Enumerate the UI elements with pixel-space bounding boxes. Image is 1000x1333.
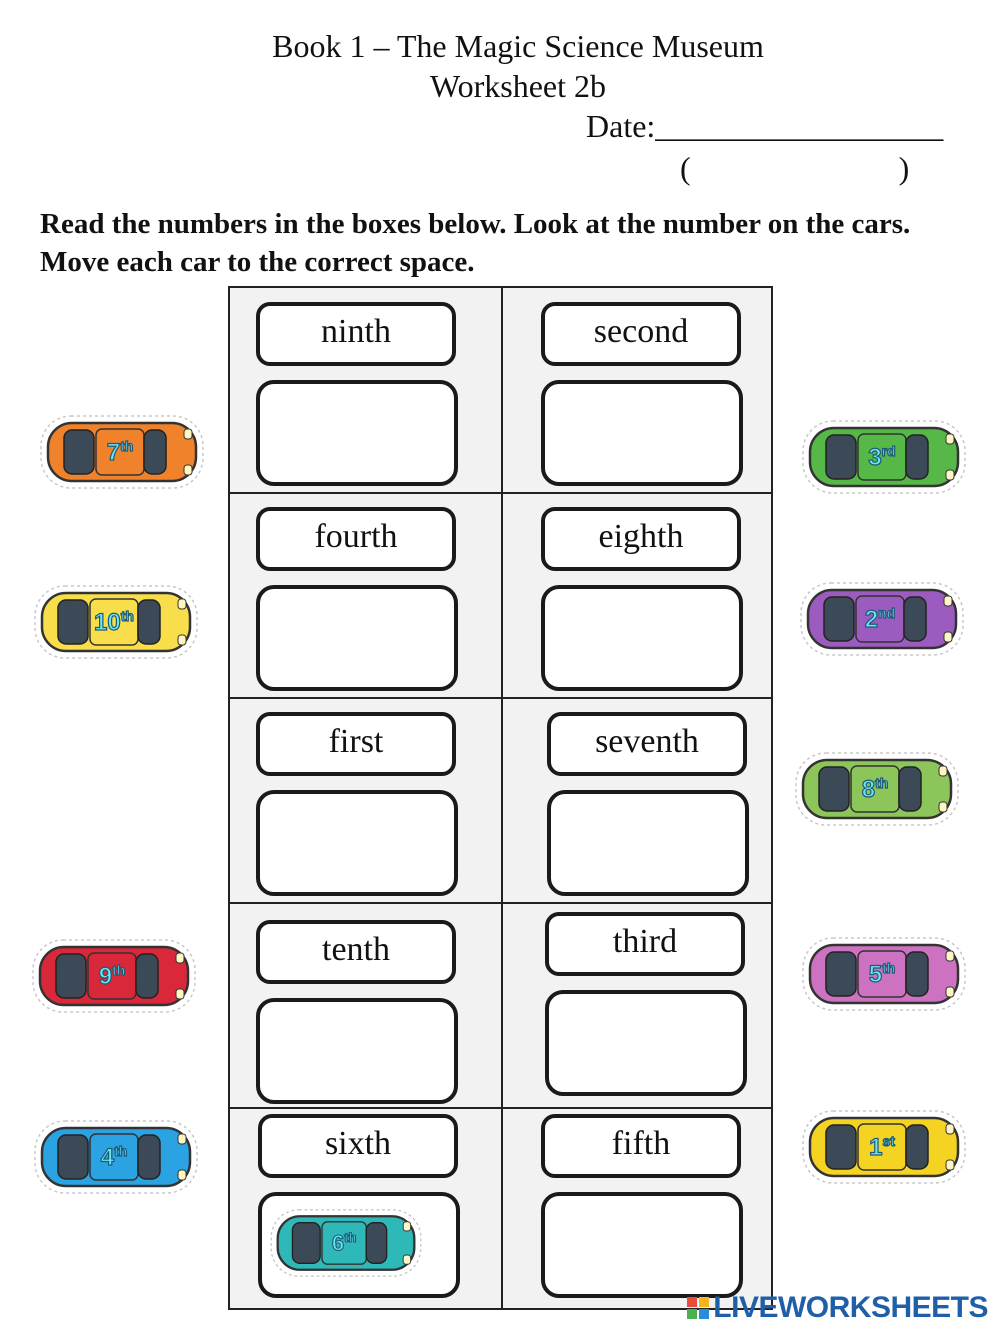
car-headlight [944,632,952,642]
car-number-label: 9th [98,962,126,990]
car-number-label: 6th [331,1230,357,1256]
ordinal-label: seventh [547,712,747,776]
drop-zone-tenth[interactable] [256,998,458,1104]
car-windshield [906,435,928,479]
car-headlight [184,429,192,439]
ordinal-label: fourth [256,507,456,571]
grid-cell [521,698,792,902]
car-number-label: 4th [100,1143,128,1171]
logo-square [699,1309,709,1319]
car-number-label: 7th [106,438,134,466]
car-windshield [906,952,928,996]
car-headlight [944,596,952,606]
car-rear-window [826,952,856,996]
liveworksheets-logo[interactable] [687,1291,988,1325]
logo-square [687,1297,697,1307]
car-headlight [178,1170,186,1180]
worksheet-title: Book 1 – The Magic Science Museum [272,28,764,64]
ordinal-label: third [545,912,745,976]
car-rear-window [58,600,88,644]
drop-zone-ninth[interactable] [256,380,458,486]
ordinal-label: tenth [256,920,456,984]
car-headlight [939,766,947,776]
car-rear-window [292,1223,320,1264]
car-8th[interactable] [793,750,961,828]
car-rear-window [56,954,86,998]
drop-zone-fourth[interactable] [256,585,458,691]
car-headlight [184,465,192,475]
car-headlight [178,1134,186,1144]
car-windshield [138,1135,160,1179]
instructions: Read the numbers in the boxes below. Look at the number on the cars. Move each car to the correct space. [40,208,911,278]
car-rear-window [58,1135,88,1179]
car-graphic [30,937,198,1015]
drop-zone-second[interactable] [541,380,743,486]
car-headlight [403,1255,410,1264]
logo-text: LIVEWORKSHEETS [713,1291,988,1324]
car-headlight [946,951,954,961]
car-rear-window [826,435,856,479]
car-headlight [946,470,954,480]
car-number-label: 8th [861,775,889,803]
drop-zone-fifth[interactable] [541,1192,743,1298]
car-headlight [946,1160,954,1170]
ordinal-label: sixth [258,1114,458,1178]
logo-square [687,1309,697,1319]
grid-cell [230,288,501,492]
drop-zone-eighth[interactable] [541,585,743,691]
ordinal-label: first [256,712,456,776]
car-rear-window [826,1125,856,1169]
grid-cell [515,288,786,492]
car-number-label: 3rd [868,443,896,471]
grid-cell [230,906,501,1110]
car-rear-window [64,430,94,474]
ordinal-label: fifth [541,1114,741,1178]
car-headlight [946,987,954,997]
car-graphic [800,935,968,1013]
logo-square [699,1297,709,1307]
car-graphic [793,750,961,828]
car-10th[interactable] [32,583,200,661]
car-7th[interactable] [38,413,206,491]
car-headlight [178,599,186,609]
car-headlight [946,1124,954,1134]
car-number-label: 10th [94,608,134,636]
car-headlight [176,989,184,999]
grid-cell [519,898,790,1102]
car-headlight [403,1222,410,1231]
car-windshield [138,600,160,644]
car-number-label: 5th [868,960,896,988]
car-graphic [800,1108,968,1186]
drop-zone-third[interactable] [545,990,747,1096]
logo-mark-icon [687,1297,709,1319]
drop-zone-seventh[interactable] [547,790,749,896]
car-headlight [946,434,954,444]
car-4th[interactable] [32,1118,200,1196]
car-9th[interactable] [30,937,198,1015]
car-windshield [136,954,158,998]
car-windshield [904,597,926,641]
car-graphic [38,413,206,491]
car-graphic [800,418,968,496]
car-2nd[interactable] [798,580,966,658]
car-graphic [268,1207,424,1279]
ordinal-label: second [541,302,741,366]
car-5th[interactable] [800,935,968,1013]
worksheet-subtitle: Worksheet 2b [429,68,607,104]
car-rear-window [824,597,854,641]
car-headlight [178,635,186,645]
date-field: Date:__________________ [586,108,944,144]
ordinal-label: eighth [541,507,741,571]
car-windshield [906,1125,928,1169]
car-number-label: 1st [869,1133,895,1161]
car-windshield [899,767,921,811]
parking-grid [228,286,773,1310]
car-rear-window [819,767,849,811]
grid-cell [515,1100,786,1304]
car-headlight [176,953,184,963]
car-graphic [32,583,200,661]
car-number-label: 2nd [864,605,896,633]
grid-cell [515,493,786,697]
car-windshield [366,1223,386,1264]
ordinal-label: ninth [256,302,456,366]
car-graphic [32,1118,200,1196]
car-windshield [144,430,166,474]
drop-zone-first[interactable] [256,790,458,896]
car-graphic [798,580,966,658]
car-6th[interactable] [268,1207,424,1279]
car-headlight [939,802,947,812]
car-3rd[interactable] [800,418,968,496]
car-1st[interactable] [800,1108,968,1186]
grid-cell [230,698,501,902]
grid-cell [230,493,501,697]
name-parentheses: ( ) [680,150,910,186]
